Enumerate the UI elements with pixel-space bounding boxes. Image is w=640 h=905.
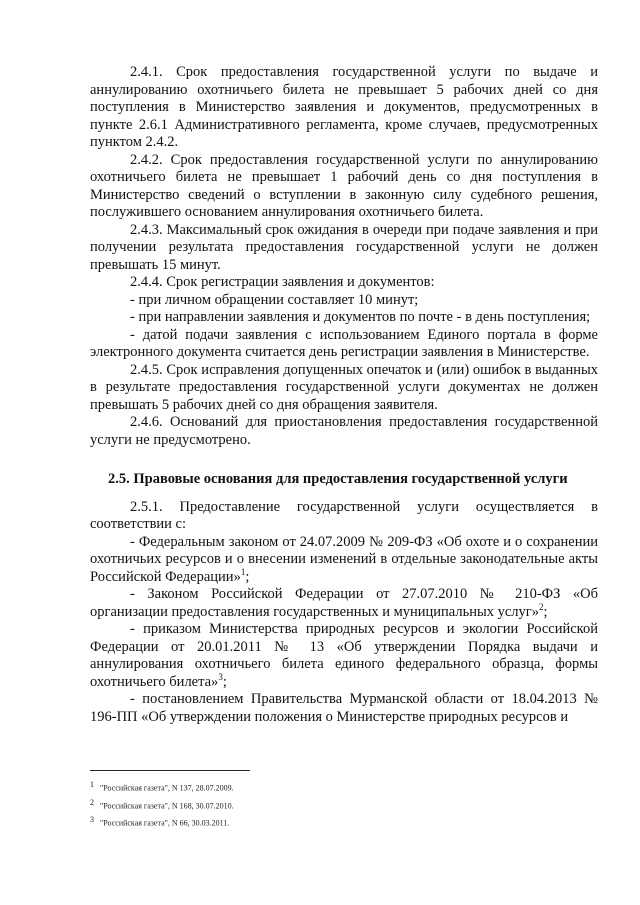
footnote-3: [90, 813, 598, 831]
law-item-1-end: ;: [245, 568, 250, 585]
paragraph-2-4-1: 2.4.1. Срок предоставления государственной услуги по выдаче и аннулированию охотничьего билета не превышает 5 рабочих дней со дня поступления в Министерство заявления и документов, предусмотренных в пункте 2.6.1 Административного регламента, кроме случаев, предусмотренных пунктом 2.4.2.: [90, 64, 598, 150]
footnote-2-text: "Российская газета", N 168, 30.07.2010.: [100, 801, 234, 811]
law-item-3: [90, 621, 598, 691]
law-item-2-text: - Законом Российской Федерации от 27.07.2010 № 210-ФЗ «Об организации предоставления государственных и муниципальных услуг»: [90, 586, 598, 620]
section-heading: 2.5. Правовые основания для предоставления государственной услуги: [108, 471, 568, 487]
footnote-1: [90, 778, 598, 796]
footnote-2-mark: 2: [90, 797, 94, 807]
footnote-3-text: "Российская газета", N 66, 30.03.2011.: [100, 818, 230, 828]
footnote-ref-3[interactable]: 3: [218, 671, 223, 682]
law-item-3-end: ;: [222, 673, 227, 690]
footnote-divider: [90, 770, 250, 771]
law-item-2: [90, 586, 598, 621]
footnote-3-mark: 3: [90, 815, 94, 825]
law-item-3-text: - приказом Министерства природных ресурсов и экологии Российской Федерации от 20.01.2011 № 13 «Об утверждении Порядка выдачи и аннулирования охотничьего билета единого федерального образца, формы охотничьего билета»: [90, 621, 598, 690]
law-item-2-end: ;: [543, 603, 548, 620]
paragraph-2-5-1: 2.5.1. Предоставление государственной услуги осуществляется в соответствии с:: [90, 498, 598, 532]
footnote-1-mark: 1: [90, 780, 94, 789]
paragraph-2-4-3: 2.4.3. Максимальный срок ожидания в очереди при подаче заявления и при получении результата предоставления государственной услуги не должен превышать 15 минут.: [90, 221, 598, 273]
footnotes: [90, 778, 598, 831]
paragraph-2-4-5: 2.4.5. Срок исправления допущенных опечаток и (или) ошибок в выданных в результате предоставления государственной услуги документах не должен превышать 5 рабочих дней со дня обращения заявителя.: [90, 361, 598, 413]
law-item-1-text: - Федеральным законом от 24.07.2009 № 209-ФЗ «Об охоте и о сохранении охотничьих ресурсов и о внесении изменений в отдельные законодательные акты Российской Федерации»: [90, 533, 598, 585]
paragraph-2-4-4: 2.4.4. Срок регистрации заявления и документов:: [130, 274, 435, 290]
footnote-2: [90, 796, 598, 814]
paragraph-2-4-2: 2.4.2. Срок предоставления государственной услуги по аннулированию охотничьего билета не превышает 1 рабочий день со дня поступления в Министерство сведений о вступлении в законную силу судебного решения, послужившего основанием аннулирования охотничьего билета.: [90, 151, 598, 220]
footnote-ref-2[interactable]: 2: [538, 601, 544, 612]
list-item-personal: - при личном обращении составляет 10 минут;: [130, 291, 419, 308]
list-item-portal: - датой подачи заявления с использованием Единого портала в форме электронного документа считается день регистрации заявления в Министерстве.: [90, 326, 598, 360]
list-item-mail: - при направлении заявления и документов по почте - в день поступления;: [130, 309, 591, 325]
law-item-4: - постановлением Правительства Мурманской области от 18.04.2013 № 196-ПП «Об утверждении положения о Министерстве природных ресурсов и: [90, 691, 598, 725]
footnote-ref-1[interactable]: 1: [240, 566, 246, 577]
footnote-1-text: "Российская газета", N 137, 28.07.2009.: [100, 783, 234, 793]
document-page: [90, 64, 598, 726]
law-item-1: [90, 534, 598, 587]
paragraph-2-4-6: 2.4.6. Оснований для приостановления предоставления государственной услуги не предусмотрено.: [90, 414, 598, 448]
